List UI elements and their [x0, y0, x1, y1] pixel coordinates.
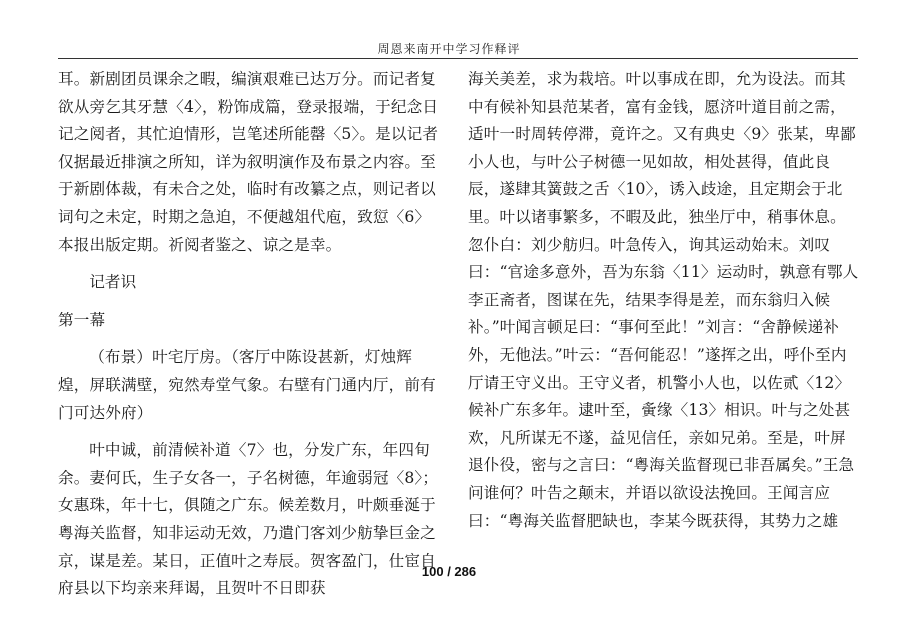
reporter-signature: 记者识 [89, 273, 137, 292]
paragraph-reporter-note: 耳。新剧团员课余之暇，编演艰难已达万分。而记者复欲从旁乞其牙慧〈4〉，粉饰成篇，登录报端，于纪念日记之阅者，其忙迫情形，岂笔述所能罄〈5〉。是以记者仅据最近排演之所知，详为叙明演作及布景之内容。至于新剧体裁，有未合之处，临时有改纂之点，则记者以词句之未定，时期之急迫，不便越俎代庖，致愆〈6〉本报出版定期。祈阅者鉴之、谅之是幸。 [58, 70, 439, 254]
right-column [468, 66, 860, 564]
paragraph-plot: 叶中诚，前清候补道〈7〉也，分发广东，年四旬余。妻何氏，生子女各一，子名树德，年逾弱冠〈8〉；女惠珠，年十七，俱随之广东。候差数月，叶颇垂涎于粤海关监督，知非运动无效，乃遣门客刘少舫挚巨金之京，谋是差。某日，正值叶之寿辰。贺客盈门，仕宦自府县以下均亲来拜谒，且贺叶不日即获 [58, 441, 439, 598]
paragraph-plot-continued: 海关美差，求为栽培。叶以事成在即，允为设法。而其中有候补知县范某者，富有金钱，愿济叶道目前之需，适叶一时周转停滞，竟许之。又有典史〈9〉张某，卑鄙小人也，与叶公子树德一见如故，相处甚得，值此良辰，遂肆其簧鼓之舌〈10〉，诱入歧途，且定期会于北里。叶以诸事繁多，不暇及此，独坐厅中，稍事休息。忽仆白：刘少舫归。叶急传入，询其运动始末。刘叹曰：“官途多意外，吾为东翁〈11〉运动时，孰意有鄂人李正斋者，图谋在先，结果李得是差，而东翁归入候补。”叶闻言顿足曰：“事何至此！”刘言：“舍静候递补外，无他法。”叶云：“吾何能忍！”遂挥之出，呼仆至内厅请王守义出。王守义者，机警小人也，以佐贰〈12〉候补广东多年。逮叶至，夤缘〈13〉相识。叶与之处甚欢，凡所谋无不遂，益见信任，亲如兄弟。至是，叶屏退仆役，密与之言曰：“粤海关监督现已非吾属矣。”王急问谁何？叶告之颠末，并语以欲设法挽回。王闻言应曰：“粤海关监督肥缺也，李某今既获得，其势力之雄 [468, 70, 859, 530]
header-divider [58, 58, 858, 59]
paragraph-stage-setting: （布景）叶宅厅房。（客厅中陈设甚新，灯烛辉煌，屏联满壁，宛然寿堂气象。右壁有门通内厅，前有门可达外府） [58, 348, 436, 422]
act-heading: 第一幕 [58, 310, 106, 329]
running-title: 周恩来南开中学习作释评 [377, 42, 521, 56]
page-indicator: 100 / 286 [421, 564, 477, 579]
page-header [0, 0, 898, 62]
left-column [58, 66, 442, 598]
